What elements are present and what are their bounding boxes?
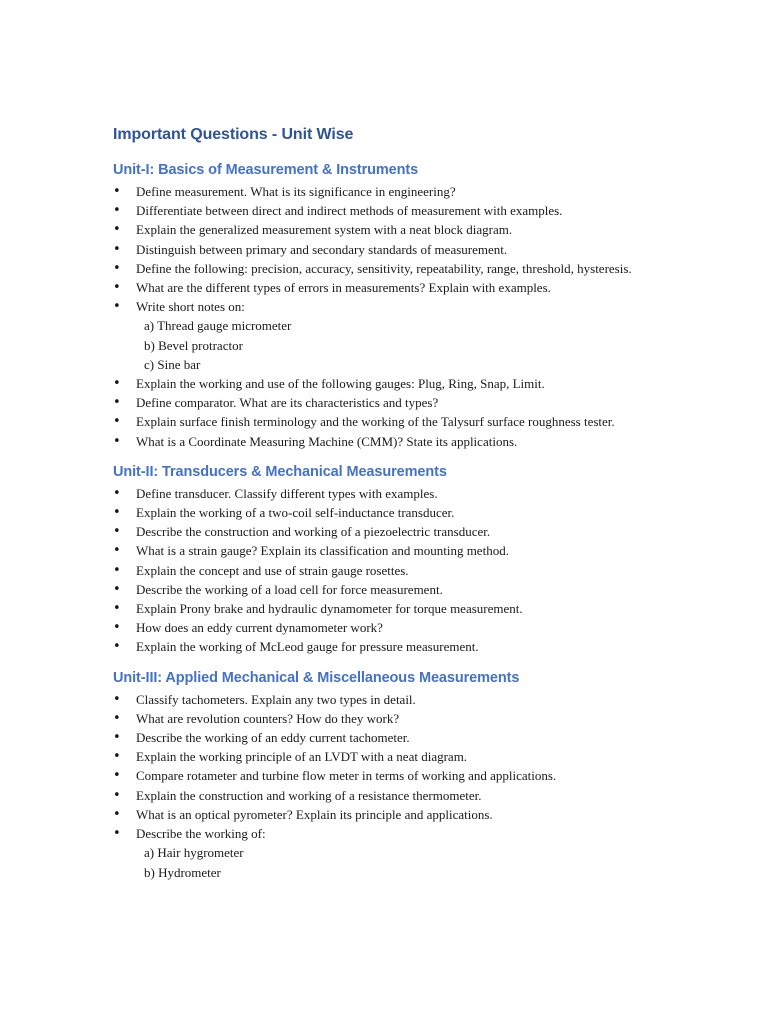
unit-3-section xyxy=(113,669,653,882)
question-item xyxy=(113,503,653,522)
question-text: Explain the working of a two-coil self-inductance transducer. xyxy=(136,505,455,521)
question-item xyxy=(113,580,653,599)
question-item xyxy=(113,201,653,220)
question-text: Write short notes on: xyxy=(136,299,245,315)
question-item xyxy=(113,637,653,656)
question-item xyxy=(113,709,653,728)
question-text: Explain the concept and use of strain gauge rosettes. xyxy=(136,562,409,578)
question-text: Describe the working of a load cell for force measurement. xyxy=(136,581,443,597)
question-text: Describe the working of an eddy current tachometer. xyxy=(136,730,410,746)
question-text: Classify tachometers. Explain any two types in detail. xyxy=(136,691,416,707)
question-text: Compare rotameter and turbine flow meter in terms of working and applications. xyxy=(136,768,557,784)
question-text: Explain the construction and working of a resistance thermometer. xyxy=(136,787,482,803)
question-item xyxy=(113,599,653,618)
question-text: Define comparator. What are its characteristics and types? xyxy=(136,395,439,411)
question-item xyxy=(113,786,653,805)
question-item xyxy=(113,728,653,747)
document-page xyxy=(113,125,653,894)
question-text: Distinguish between primary and secondary standards of measurement. xyxy=(136,241,508,257)
question-text: Define measurement. What is its significance in engineering? xyxy=(136,184,456,199)
question-text: Explain the working principle of an LVDT with a neat diagram. xyxy=(136,749,468,765)
sub-item: b) Hydrometer xyxy=(144,864,221,880)
unit-2-section xyxy=(113,463,653,657)
question-text: Describe the construction and working of a piezoelectric transducer. xyxy=(136,524,491,540)
sub-item: b) Bevel protractor xyxy=(144,337,243,353)
question-text: Explain the working and use of the following gauges: Plug, Ring, Snap, Limit. xyxy=(136,376,545,392)
question-item xyxy=(113,484,653,503)
question-text: What is a strain gauge? Explain its classification and mounting method. xyxy=(136,543,509,559)
question-item xyxy=(113,522,653,541)
question-item xyxy=(113,805,653,824)
question-item xyxy=(113,393,653,412)
question-text: What are the different types of errors in measurements? Explain with examples. xyxy=(136,280,551,296)
question-item xyxy=(113,618,653,637)
question-item xyxy=(113,278,653,297)
question-item xyxy=(113,690,653,709)
question-item xyxy=(113,432,653,451)
question-item xyxy=(113,259,653,278)
question-item xyxy=(113,240,653,259)
question-item xyxy=(113,561,653,580)
unit-1-question-list xyxy=(113,182,653,451)
unit-2-heading: Unit-II: Transducers & Mechanical Measurements xyxy=(113,463,447,480)
question-item xyxy=(113,747,653,766)
unit-3-heading: Unit-III: Applied Mechanical & Miscellaneous Measurements xyxy=(113,669,520,686)
unit-2-question-list xyxy=(113,484,653,657)
question-item xyxy=(113,220,653,239)
question-text: How does an eddy current dynamometer work? xyxy=(136,620,383,636)
question-text: Explain the generalized measurement system with a neat block diagram. xyxy=(136,222,513,238)
question-item xyxy=(113,824,653,882)
question-text: Describe the working of: xyxy=(136,826,266,842)
question-text: Differentiate between direct and indirect methods of measurement with examples. xyxy=(136,203,563,219)
question-item xyxy=(113,541,653,560)
unit-1-section xyxy=(113,161,653,451)
question-text: Explain surface finish terminology and the working of the Talysurf surface roughness tester. xyxy=(136,414,615,430)
unit-1-heading: Unit-I: Basics of Measurement & Instruments xyxy=(113,162,419,178)
question-text: What is a Coordinate Measuring Machine (CMM)? State its applications. xyxy=(136,433,518,449)
question-item xyxy=(113,297,653,374)
sub-item: c) Sine bar xyxy=(144,356,201,372)
unit-3-question-list xyxy=(113,690,653,882)
page-title: Important Questions - Unit Wise xyxy=(113,126,354,143)
question-item xyxy=(113,182,653,201)
question-item xyxy=(113,374,653,393)
question-item xyxy=(113,412,653,431)
question-text: Define the following: precision, accuracy, sensitivity, repeatability, range, threshold, hysteresis. xyxy=(136,260,632,276)
question-text: What are revolution counters? How do they work? xyxy=(136,710,400,726)
question-item xyxy=(113,766,653,785)
question-text: Explain the working of McLeod gauge for pressure measurement. xyxy=(136,639,479,655)
question-text: Explain Prony brake and hydraulic dynamometer for torque measurement. xyxy=(136,601,523,617)
question-text: What is an optical pyrometer? Explain its principle and applications. xyxy=(136,806,493,822)
sub-item: a) Thread gauge micrometer xyxy=(144,318,292,334)
sub-item: a) Hair hygrometer xyxy=(144,845,244,861)
question-text: Define transducer. Classify different types with examples. xyxy=(136,485,438,501)
